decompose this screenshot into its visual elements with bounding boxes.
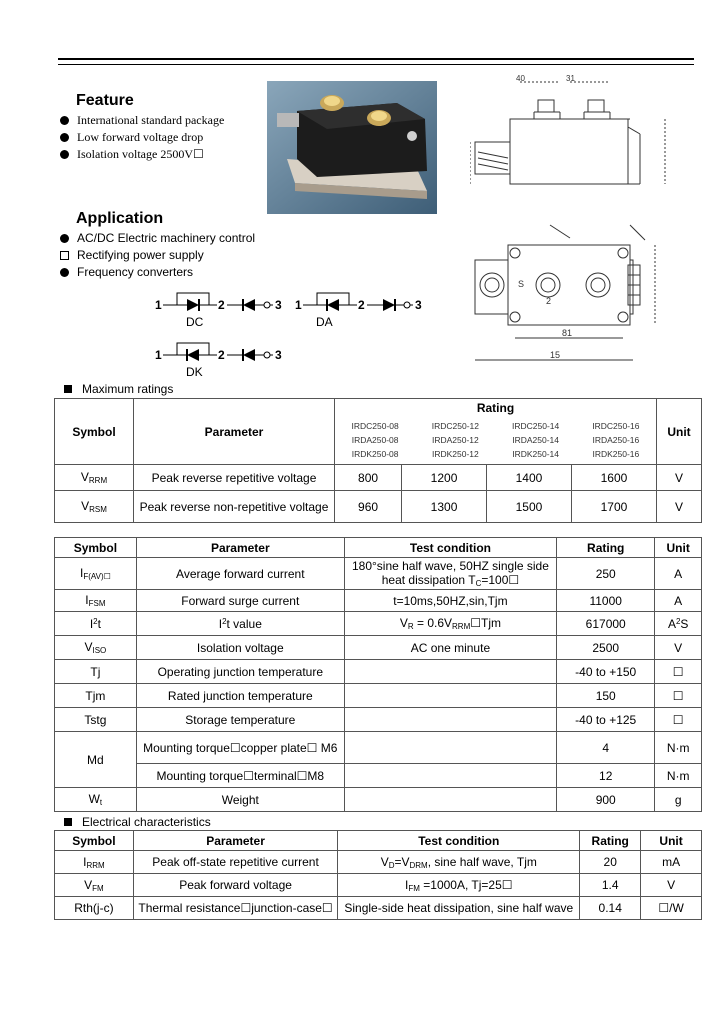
table-row (55, 558, 702, 590)
header-unit: Unit (641, 831, 702, 851)
circuit-dc (155, 290, 285, 325)
header-symbol: Symbol (55, 831, 134, 851)
unit-cell: g (655, 788, 702, 812)
svg-text:81: 81 (562, 328, 573, 338)
bullet-icon (60, 251, 69, 260)
symbol-cell: $I_{RRM}$ (55, 851, 134, 874)
parameter-cell: Mounting torque☐terminal☐M8 (136, 764, 344, 788)
unit-cell: ☐ (655, 684, 702, 708)
svg-text:15: 15 (550, 350, 561, 360)
table-row (55, 491, 702, 523)
parameter-cell: Thermal resistance☐junction-case☐ (133, 897, 337, 920)
electrical-title: Electrical characteristics (64, 815, 211, 829)
rating-cell: -40 to +125 (557, 708, 655, 732)
model-col: IRDC250-12 IRDA250-12 IRDK250-12 (431, 421, 479, 459)
electrical-table (54, 830, 702, 920)
unit-cell: mA (641, 851, 702, 874)
bullet-icon (60, 116, 69, 125)
value-cell: 1600 (571, 465, 656, 491)
symbol-cell: $I^2t$ (55, 612, 137, 636)
value-cell: 1400 (487, 465, 572, 491)
top-view-drawing (470, 220, 680, 370)
table-row (55, 708, 702, 732)
model-columns (335, 419, 656, 461)
unit-cell: N·m (655, 764, 702, 788)
svg-text:3: 3 (275, 348, 282, 362)
unit-cell: ☐ (655, 660, 702, 684)
header-parameter: Parameter (134, 399, 335, 465)
table-row (55, 684, 702, 708)
parameter-cell: Peak reverse repetitive voltage (134, 465, 335, 491)
circuit-da (295, 290, 425, 325)
test-cell: $V_R$ = $0.6V_{RRM}☐Tjm$ (344, 612, 556, 636)
bullet-icon (60, 150, 69, 159)
header-parameter: Parameter (133, 831, 337, 851)
unit-cell: $A^2S$ (655, 612, 702, 636)
bullet-icon (60, 133, 69, 142)
svg-text:2: 2 (218, 348, 225, 362)
rating-cell: 250 (557, 558, 655, 590)
feature-list (60, 112, 224, 163)
rating-cell: 617000 (557, 612, 655, 636)
circuit-dk (155, 340, 285, 375)
symbol-cell: $V_{FM}$ (55, 874, 134, 897)
header-rating: Rating (557, 538, 655, 558)
section-marker-icon (64, 385, 72, 393)
svg-text:1: 1 (295, 298, 302, 312)
test-cell: 180°sine half wave, 50HZ single side heat dissipation $T_C=100☐$ (344, 558, 556, 590)
test-cell: $I_{FM} =1000A$, Tj=25☐ (338, 874, 580, 897)
table-row (55, 590, 702, 612)
header-unit: Unit (657, 399, 702, 465)
value-cell: 960 (335, 491, 402, 523)
table-row (55, 788, 702, 812)
section-marker-icon (64, 818, 72, 826)
table-row (55, 612, 702, 636)
application-item: Frequency converters (60, 264, 255, 281)
svg-text:2: 2 (218, 298, 225, 312)
rating-cell: 1.4 (580, 874, 641, 897)
symbol-cell: $W_t$ (55, 788, 137, 812)
parameter-cell: Forward surge current (136, 590, 344, 612)
symbol-cell: $V_{RSM}$ (55, 491, 134, 523)
max-ratings-table (54, 398, 702, 523)
bullet-icon (60, 234, 69, 243)
rating-group (335, 399, 657, 465)
value-cell: 1200 (402, 465, 487, 491)
header-unit: Unit (655, 538, 702, 558)
application-list (60, 230, 255, 281)
table-row (55, 851, 702, 874)
side-view-drawing (470, 72, 680, 192)
header-rating: Rating (580, 831, 641, 851)
header-rating: Rating (476, 401, 515, 415)
table-row (55, 636, 702, 660)
symbol-cell: Tj (55, 660, 137, 684)
model-col: IRDC250-08 IRDA250-08 IRDK250-08 (351, 421, 399, 459)
application-item: AC/DC Electric machinery control (60, 230, 255, 247)
parameter-cell: $I^2t$ value (136, 612, 344, 636)
value-cell: 800 (335, 465, 402, 491)
table-row (55, 732, 702, 764)
test-cell (344, 708, 556, 732)
unit-cell: V (657, 491, 702, 523)
test-cell: t=10ms,50HZ,sin,Tjm (344, 590, 556, 612)
header-symbol: Symbol (55, 399, 134, 465)
parameter-cell: Peak forward voltage (133, 874, 337, 897)
feature-item: International standard package (60, 112, 224, 129)
rating-cell: 20 (580, 851, 641, 874)
header-rule (58, 58, 694, 60)
parameter-cell: Peak reverse non-repetitive voltage (134, 491, 335, 523)
unit-cell: ☐/W (641, 897, 702, 920)
symbol-cell: Rth(j-c) (55, 897, 134, 920)
bullet-icon (60, 268, 69, 277)
svg-text:3: 3 (275, 298, 282, 312)
value-cell: 1700 (571, 491, 656, 523)
test-cell (344, 732, 556, 764)
rating-cell: 150 (557, 684, 655, 708)
unit-cell: V (657, 465, 702, 491)
product-photo (267, 81, 437, 214)
table-row (55, 874, 702, 897)
symbol-cell: Tjm (55, 684, 137, 708)
circuit-label-da: DA (316, 315, 333, 329)
symbol-cell: Md (55, 732, 137, 788)
unit-cell: V (655, 636, 702, 660)
rating-cell: -40 to +150 (557, 660, 655, 684)
table-row (55, 660, 702, 684)
rating-cell: 900 (557, 788, 655, 812)
model-col: IRDC250-16 IRDA250-16 IRDK250-16 (592, 421, 640, 459)
parameter-cell: Operating junction temperature (136, 660, 344, 684)
header-test: Test condition (338, 831, 580, 851)
rating-cell: 0.14 (580, 897, 641, 920)
symbol-cell: Tstg (55, 708, 137, 732)
test-cell (344, 788, 556, 812)
header-test: Test condition (344, 538, 556, 558)
symbol-cell: $V_{RRM}$ (55, 465, 134, 491)
svg-text:3: 3 (415, 298, 422, 312)
unit-cell: N·m (655, 732, 702, 764)
ratings-detail-table (54, 537, 702, 812)
max-ratings-title: Maximum ratings (64, 382, 173, 396)
svg-text:2: 2 (358, 298, 365, 312)
table-row (55, 897, 702, 920)
unit-cell: A (655, 558, 702, 590)
circuit-label-dc: DC (186, 315, 204, 329)
parameter-cell: Peak off-state repetitive current (133, 851, 337, 874)
symbol-cell: $V_{ISO}$ (55, 636, 137, 660)
table-row (55, 764, 702, 788)
parameter-cell: Weight (136, 788, 344, 812)
parameter-cell: Rated junction temperature (136, 684, 344, 708)
rating-cell: 12 (557, 764, 655, 788)
application-item: Rectifying power supply (60, 247, 255, 264)
feature-item: Isolation voltage 2500V☐ (60, 146, 224, 163)
parameter-cell: Isolation voltage (136, 636, 344, 660)
svg-text:2: 2 (546, 296, 552, 306)
rating-cell: 11000 (557, 590, 655, 612)
svg-text:S: S (518, 279, 525, 289)
application-title: Application (76, 210, 164, 227)
symbol-cell: $I_{F(AV)☐}$ (55, 558, 137, 590)
symbol-cell: $I_{FSM}$ (55, 590, 137, 612)
unit-cell: A (655, 590, 702, 612)
test-cell (344, 684, 556, 708)
feature-item: Low forward voltage drop (60, 129, 224, 146)
header-symbol: Symbol (55, 538, 137, 558)
test-cell (344, 764, 556, 788)
value-cell: 1300 (402, 491, 487, 523)
header-parameter: Parameter (136, 538, 344, 558)
svg-text:1: 1 (155, 348, 162, 362)
test-cell: $V_D=V_{DRM}$, sine half wave, Tjm (338, 851, 580, 874)
svg-text:40: 40 (516, 74, 525, 83)
rating-cell: 2500 (557, 636, 655, 660)
header-rule-thin (58, 64, 694, 65)
table-row (55, 465, 702, 491)
circuit-label-dk: DK (186, 365, 203, 379)
unit-cell: ☐ (655, 708, 702, 732)
parameter-cell: Average forward current (136, 558, 344, 590)
test-cell: Single-side heat dissipation, sine half wave (338, 897, 580, 920)
test-cell (344, 660, 556, 684)
test-cell: AC one minute (344, 636, 556, 660)
unit-cell: V (641, 874, 702, 897)
parameter-cell: Mounting torque☐copper plate☐ M6 (136, 732, 344, 764)
parameter-cell: Storage temperature (136, 708, 344, 732)
rating-cell: 4 (557, 732, 655, 764)
svg-text:1: 1 (155, 298, 162, 312)
feature-title: Feature (76, 92, 134, 109)
model-col: IRDC250-14 IRDA250-14 IRDK250-14 (512, 421, 560, 459)
value-cell: 1500 (487, 491, 572, 523)
svg-text:31: 31 (566, 74, 575, 83)
